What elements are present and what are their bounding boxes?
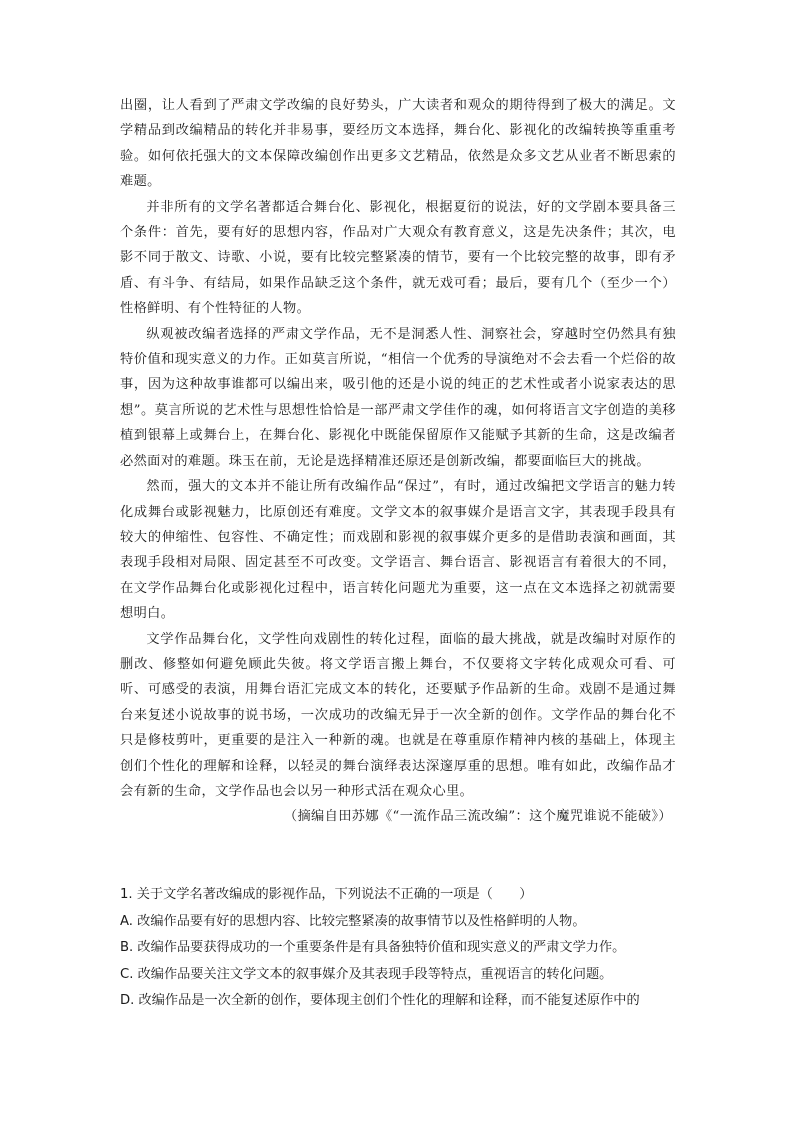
source-citation: （摘编自田苏娜《“一流作品三流改编”：这个魔咒谁说不能破》） [283,809,672,825]
passage-paragraph: 出圈，让人看到了严肃文学改编的良好势头，广大读者和观众的期待得到了极大的满足。文学精品到改编精品的转化并非易事，要经历文本选择，舞台化、影视化的改编转换等重重考验。如何依托强大的文本保障改编创作出更多文艺精品，依然是众多文艺从业者不断思索的难题。 [120,98,676,190]
option-c: C. 改编作品要关注文学文本的叙事媒介及其表现手段等特点，重视语言的转化问题。 [120,966,613,982]
question-block [120,882,676,1015]
passage-paragraph: 并非所有的文学名著都适合舞台化、影视化，根据夏衍的说法，好的文学剧本要具备三个条件：首先，要有好的思想内容，作品对广大观众有教育意义，这是先决条件；其次，电影不同于散文、诗歌、小说，要有比较完整紧凑的情节，要有一个比较完整的故事，即有矛盾、有斗争、有结局，如果作品缺乏这个条件，就无戏可看；最后，要有几个（至少一个）性格鲜明、有个性特征的人物。 [120,199,676,317]
passage-paragraph: 纵观被改编者选择的严肃文学作品，无不是洞悉人性、洞察社会，穿越时空仍然具有独特价值和现实意义的力作。正如莫言所说，“相信一个优秀的导演绝对不会去看一个烂俗的故事，因为这种故事谁都可以编出来，吸引他的还是小说的纯正的艺术性或者小说家表达的思想”。莫言所说的艺术性与思想性恰恰是一部严肃文学佳作的魂，如何将语言文字创造的美移植到银幕上或舞台上，在舞台化、影视化中既能保留原作又能赋予其新的生命，这是改编者必然面对的难题。珠玉在前，无论是选择精准还原还是创新改编，都要面临巨大的挑战。 [120,326,676,469]
passage-paragraph: 文学作品舞台化，文学性向戏剧性的转化过程，面临的最大挑战，就是改编时对原作的删改、修整如何避免顾此失彼。将文学语言搬上舞台，不仅要将文字转化成观众可看、可听、可感受的表演，用舞台语汇完成文本的转化，还要赋予作品新的生命。戏剧不是通过舞台来复述小说故事的说书场，一次成功的改编无异于一次全新的创作。文学作品的舞台化不只是修枝剪叶，更重要的是注入一种新的魂。也就是在尊重原作精神内核的基础上，体现主创们个性化的理解和诠释，以轻灵的舞台演绎表达深邃厚重的思想。唯有如此，改编作品才会有新的生命，文学作品也会以另一种形式活在观众心里。 [120,631,676,799]
option-d: D. 改编作品是一次全新的创作，要体现主创们个性化的理解和诠释，而不能复述原作中的 [120,993,640,1009]
reading-passage [120,93,676,830]
passage-paragraph: 然而，强大的文本并不能让所有改编作品“保过”，有时，通过改编把文学语言的魅力转化成舞台或影视魅力，比原创还有难度。文学文本的叙事媒介是语言文字，其表现手段具有较大的伸缩性、包容性、不确定性；而戏剧和影视的叙事媒介更多的是借助表演和画面，其表现手段相对局限、固定甚至不可改变。文学语言、舞台语言、影视语言有着很大的不同，在文学作品舞台化或影视化过程中，语言转化问题尤为重要，这一点在文本选择之初就需要想明白。 [120,479,676,622]
question-stem: 1. 关于文学名著改编成的影视作品，下列说法不正确的一项是（ ） [120,887,533,902]
option-b: B. 改编作品要获得成功的一个重要条件是有具备独特价值和现实意义的严肃文学力作。 [120,940,626,956]
option-a: A. 改编作品要有好的思想内容、比较完整紧凑的故事情节以及性格鲜明的人物。 [120,913,586,929]
